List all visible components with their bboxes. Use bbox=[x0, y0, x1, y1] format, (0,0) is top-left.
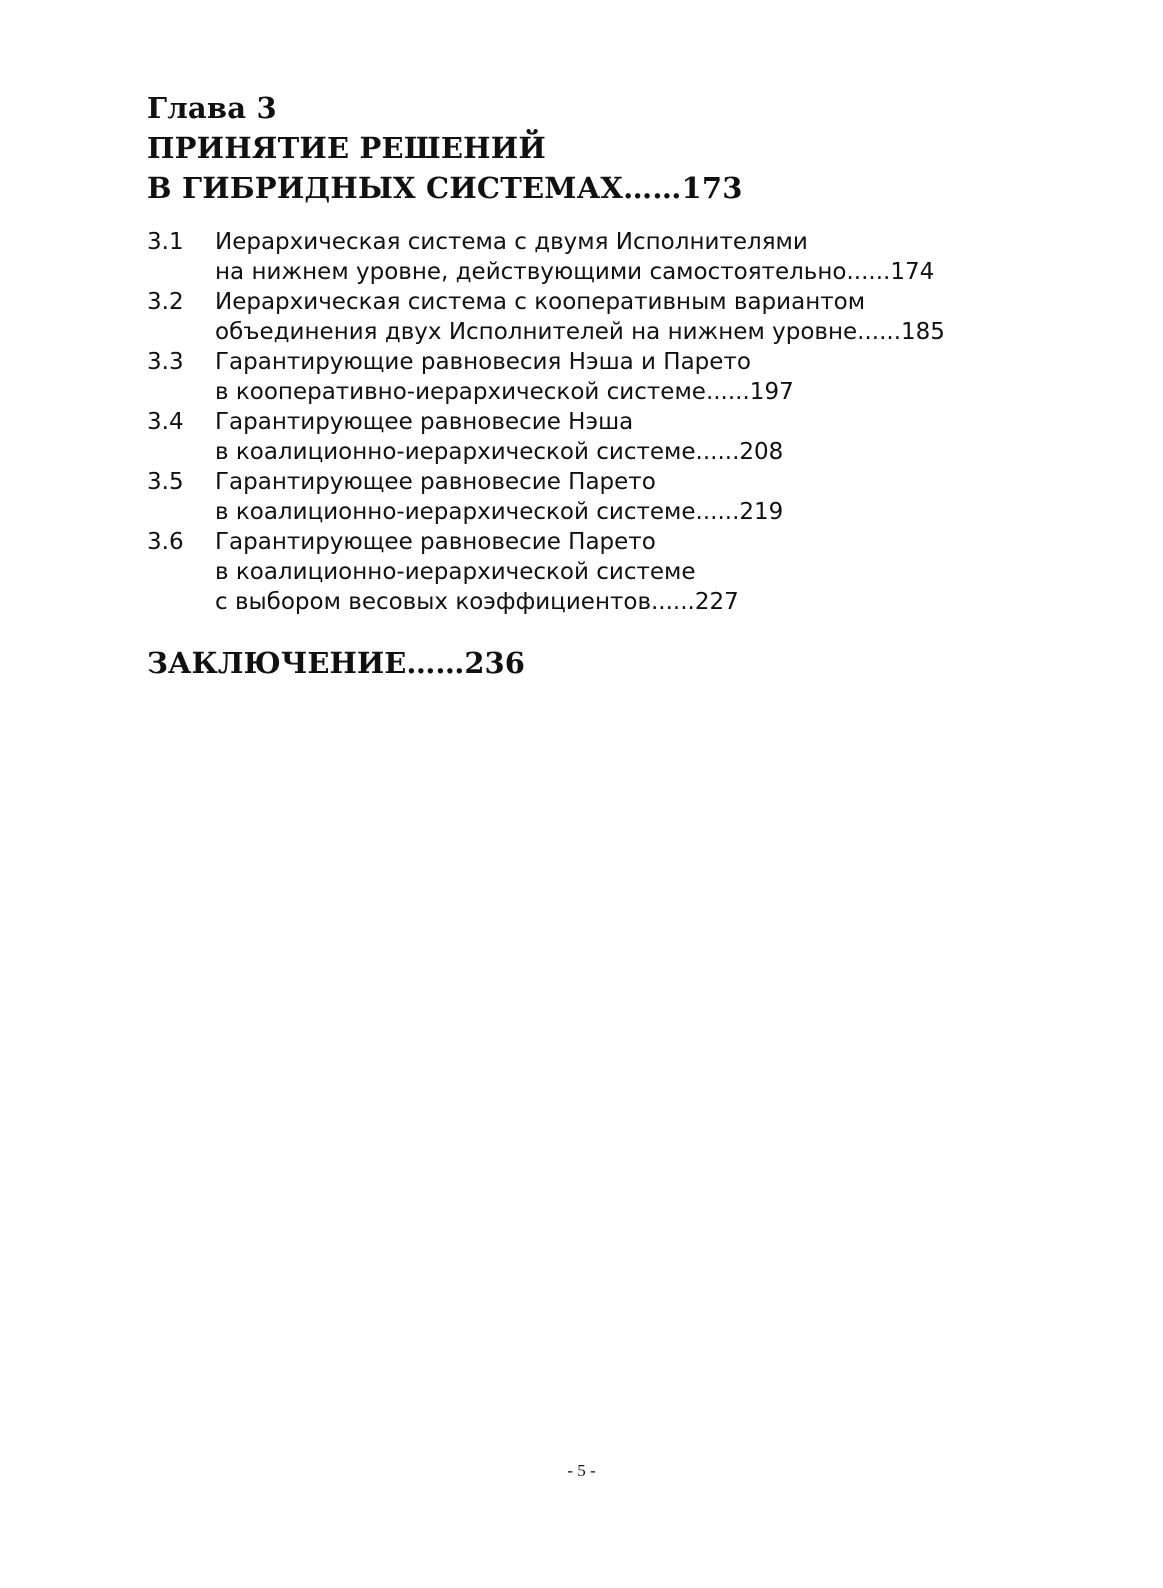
toc-item-3-5 bbox=[147, 467, 945, 527]
toc-item-3-2 bbox=[147, 287, 945, 347]
toc-item-3-4 bbox=[147, 407, 945, 467]
toc-item-title-line: в кооперативно-иерархической системе......197 bbox=[215, 379, 794, 405]
toc-item-title-line: с выбором весовых коэффициентов......227 bbox=[215, 589, 739, 615]
toc-item-number: 3.4 bbox=[147, 409, 184, 435]
toc-item-3-6 bbox=[147, 527, 945, 617]
toc-item-title bbox=[215, 407, 783, 467]
toc-item-3-1 bbox=[147, 227, 945, 287]
chapter-title-line-1: ПРИНЯТИЕ РЕШЕНИЙ bbox=[147, 131, 546, 165]
toc-item-number: 3.3 bbox=[147, 349, 184, 375]
toc-item-title bbox=[215, 467, 783, 527]
chapter-title-line-2: В ГИБРИДНЫХ СИСТЕМАХ……173 bbox=[147, 171, 743, 205]
toc-item-title-line: Иерархическая система с кооперативным вариантом bbox=[215, 289, 866, 315]
toc-item-title-line: в коалиционно-иерархической системе bbox=[215, 559, 696, 585]
toc-item-title bbox=[215, 227, 934, 287]
toc-item-number: 3.5 bbox=[147, 469, 184, 495]
toc-item-title-line: в коалиционно-иерархической системе......219 bbox=[215, 499, 784, 525]
toc-item-number: 3.2 bbox=[147, 289, 184, 315]
table-of-contents bbox=[147, 227, 945, 617]
toc-item-number: 3.1 bbox=[147, 229, 184, 255]
toc-item-title-line: в коалиционно-иерархической системе......208 bbox=[215, 439, 784, 465]
toc-item-title-line: объединения двух Исполнителей на нижнем уровне......185 bbox=[215, 319, 945, 345]
page-number: - 5 - bbox=[567, 1461, 596, 1480]
toc-item-title-line: Иерархическая система с двумя Исполнителями bbox=[215, 229, 808, 255]
toc-item-title bbox=[215, 527, 739, 617]
toc-item-title-line: Гарантирующие равновесия Нэша и Парето bbox=[215, 349, 751, 375]
toc-item-title-line: Гарантирующее равновесие Нэша bbox=[215, 409, 634, 435]
toc-item-title bbox=[215, 347, 794, 407]
chapter-heading bbox=[147, 88, 743, 208]
toc-item-title-line: Гарантирующее равновесие Парето bbox=[215, 469, 656, 495]
conclusion-heading: ЗАКЛЮЧЕНИЕ……236 bbox=[147, 646, 525, 680]
chapter-label: Глава 3 bbox=[147, 91, 277, 125]
toc-item-title-line: на нижнем уровне, действующими самостоятельно......174 bbox=[215, 259, 935, 285]
toc-item-3-3 bbox=[147, 347, 945, 407]
toc-item-title-line: Гарантирующее равновесие Парето bbox=[215, 529, 656, 555]
toc-item-number: 3.6 bbox=[147, 529, 184, 555]
toc-item-title bbox=[215, 287, 945, 347]
